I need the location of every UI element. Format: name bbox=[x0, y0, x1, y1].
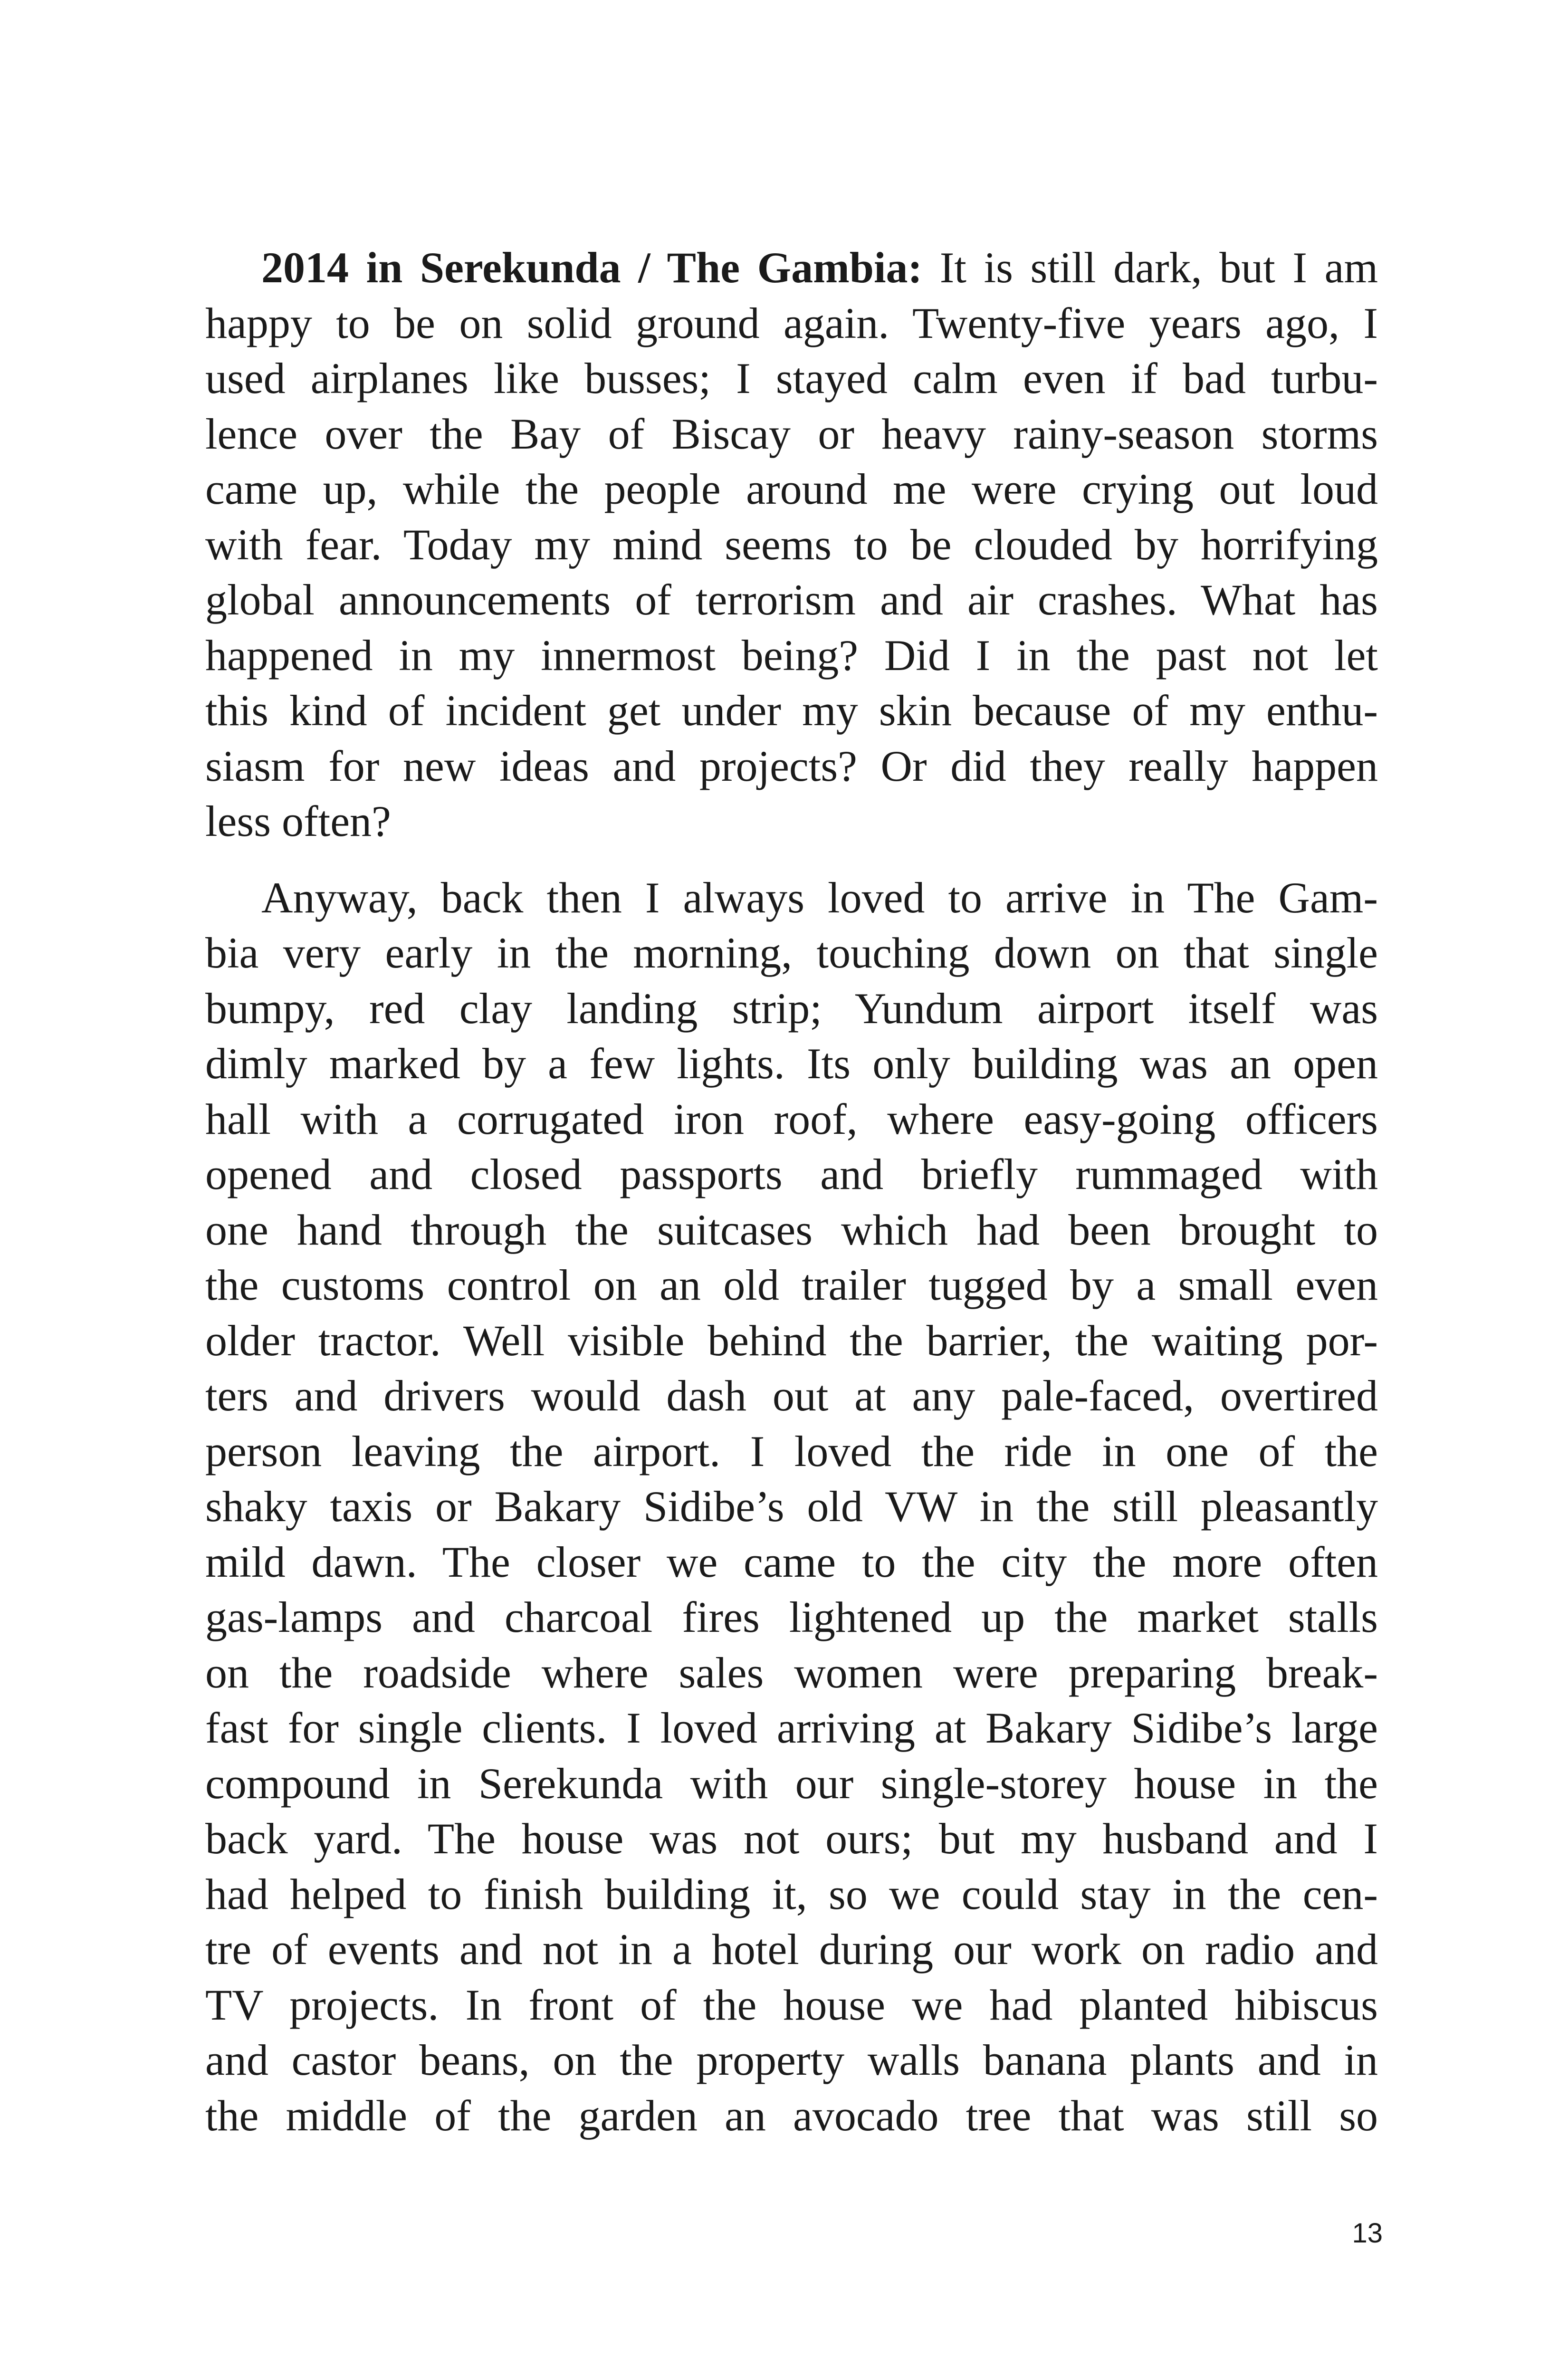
paragraph-2-line: TV projects. In front of the house we had planted hibiscus bbox=[205, 1980, 1378, 2029]
paragraph-1-line: siasm for new ideas and projects? Or did they really happen bbox=[205, 741, 1378, 790]
paragraph-1-line: came up, while the people around me were crying out loud bbox=[205, 465, 1378, 513]
paragraph-2-line: fast for single clients. I loved arriving at Bakary Sidibe’s large bbox=[205, 1704, 1378, 1752]
paragraph-1-line: happened in my innermost being? Did I in the past not let bbox=[205, 631, 1378, 680]
paragraph-2-line: shaky taxis or Bakary Sidibe’s old VW in the still pleasantly bbox=[205, 1482, 1378, 1531]
paragraph-1-line: lence over the Bay of Biscay or heavy rainy-season storms bbox=[205, 409, 1378, 458]
page-number: 13 bbox=[1352, 2218, 1383, 2249]
paragraph-2-line: dimly marked by a few lights. Its only building was an open bbox=[205, 1039, 1378, 1088]
paragraph-2-line: older tractor. Well visible behind the barrier, the waiting por- bbox=[205, 1316, 1378, 1365]
paragraph-2-line: the customs control on an old trailer tugged by a small even bbox=[205, 1261, 1378, 1309]
section-heading: 2014 in Serekunda / The Gambia: bbox=[261, 243, 923, 292]
paragraph-1-line: used airplanes like busses; I stayed calm even if bad turbu- bbox=[205, 354, 1378, 402]
paragraph-2-line: bumpy, red clay landing strip; Yundum airport itself was bbox=[205, 984, 1378, 1033]
paragraph-2-line: hall with a corrugated iron roof, where easy-going officers bbox=[205, 1094, 1378, 1143]
paragraph-2-line: one hand through the suitcases which had been brought to bbox=[205, 1205, 1378, 1254]
paragraph-2-line: back yard. The house was not ours; but my husband and I bbox=[205, 1814, 1378, 1863]
paragraph-1-line-1-rest: It is still dark, but I am bbox=[922, 243, 1378, 292]
paragraph-2-line: opened and closed passports and briefly rummaged with bbox=[205, 1150, 1378, 1198]
paragraph-2-line: person leaving the airport. I loved the ride in one of the bbox=[205, 1427, 1378, 1475]
paragraph-2-line: on the roadside where sales women were preparing break- bbox=[205, 1648, 1378, 1697]
paragraph-1-line: global announcements of terrorism and air crashes. What has bbox=[205, 575, 1378, 624]
paragraph-2-line: gas-lamps and charcoal fires lightened up the market stalls bbox=[205, 1593, 1378, 1641]
paragraph-2-line: and castor beans, on the property walls banana plants and in bbox=[205, 2036, 1378, 2084]
paragraph-2-line: bia very early in the morning, touching down on that single bbox=[205, 929, 1378, 977]
body-text bbox=[205, 240, 1378, 2143]
paragraph-2-line: compound in Serekunda with our single-storey house in the bbox=[205, 1759, 1378, 1808]
paragraph-2-line: mild dawn. The closer we came to the city the more often bbox=[205, 1537, 1378, 1586]
paragraph-1-line: less often? bbox=[205, 797, 391, 845]
paragraph-2-line: ters and drivers would dash out at any pale-faced, overtired bbox=[205, 1371, 1378, 1420]
paragraph-2-line: had helped to finish building it, so we could stay in the cen- bbox=[205, 1869, 1378, 1918]
paragraph-1-line-1 bbox=[205, 240, 1378, 296]
paragraph-1-line: with fear. Today my mind seems to be clouded by horrifying bbox=[205, 520, 1378, 569]
paragraph-2-line: tre of events and not in a hotel during our work on radio and bbox=[205, 1925, 1378, 1974]
paragraph-2-line: Anyway, back then I always loved to arrive in The Gam- bbox=[261, 873, 1378, 922]
paragraph-spacer bbox=[205, 849, 1378, 870]
paragraph-1-line: this kind of incident get under my skin because of my enthu- bbox=[205, 686, 1378, 735]
paragraph-2-line: the middle of the garden an avocado tree that was still so bbox=[205, 2091, 1378, 2140]
paragraph-1-line: happy to be on solid ground again. Twenty-five years ago, I bbox=[205, 298, 1378, 347]
